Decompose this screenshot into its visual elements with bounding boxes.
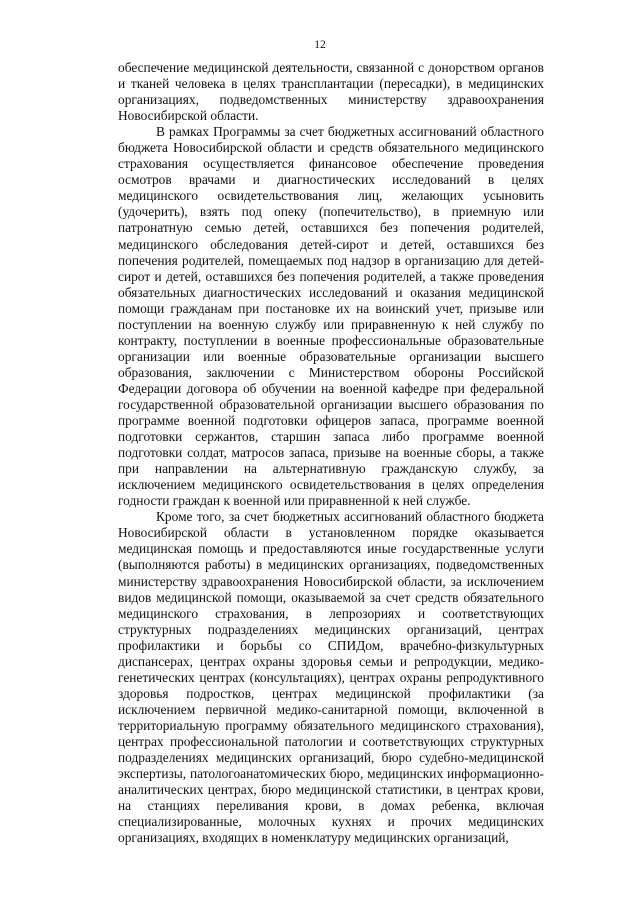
paragraph-program-funding: В рамках Программы за счет бюджетных ассигнований областного бюджета Новосибирской области и средств обязательного медицинского страхования осуществляется финансовое обеспечение проведения осмотров врачами и диагностических исследований в целях медицинского освидетельствования лиц, желающих усыновить (удочерить), взять под опеку (попечительство), в приемную или патронатную семью детей, оставшихся без попечения родителей, медицинского обследования детей-сирот и детей, оставшихся без попечения родителей, помещаемых под надзор в организацию для детей-сирот и детей, оставшихся без попечения родителей, а также проведения обязательных диагностических исследований и оказания медицинской помощи гражданам при постановке их на воинский учет, призыве или поступлении на военную службу или приравненную к ней службу по контракту, поступлении в военные профессиональные образовательные организации или военные образовательные организации высшего образования, заключении с Министерством обороны Российской Федерации договора об обучении на военной кафедре при федеральной государственной образовательной организации высшего образования по программе военной подготовки офицеров запаса, программе военной подготовки сержантов, старшин запаса либо программе военной подготовки солдат, матросов запаса, призыве на военные сборы, а также при направлении на альтернативную гражданскую службу, за исключением медицинского освидетельствования в целях определения годности граждан к военной или приравненной к ней службе. [118,124,544,509]
page-number: 12 [314,39,326,51]
document-body [118,60,544,846]
paragraph-continuation: обеспечение медицинской деятельности, связанной с донорством органов и тканей человека в целях трансплантации (пересадки), в медицинских организациях, подведомственных министерству здравоохранения Новосибирской области. [118,60,544,124]
paragraph-regional-budget: Кроме того, за счет бюджетных ассигнований областного бюджета Новосибирской области в установленном порядке оказывается медицинская помощь и предоставляются иные государственные услуги (выполняются работы) в медицинских организациях, подведомственных министерству здравоохранения Новосибирской области, за исключением видов медицинской помощи, оказываемой за счет средств обязательного медицинского страхования, в лепрозориях и соответствующих структурных подразделениях медицинских организаций, центрах профилактики и борьбы со СПИДом, врачебно-физкультурных диспансерах, центрах охраны здоровья семьи и репродукции, медико-генетических центрах (консультациях), центрах охраны репродуктивного здоровья подростков, центрах медицинской профилактики (за исключением первичной медико-санитарной помощи, включенной в территориальную программу обязательного медицинского страхования), центрах профессиональной патологии и соответствующих структурных подразделениях медицинских организаций, бюро судебно-медицинской экспертизы, патологоанатомических бюро, медицинских информационно-аналитических центрах, бюро медицинской статистики, в центрах крови, на станциях переливания крови, в домах ребенка, включая специализированные, молочных кухнях и прочих медицинских организациях, входящих в номенклатуру медицинских организаций, [118,509,544,846]
